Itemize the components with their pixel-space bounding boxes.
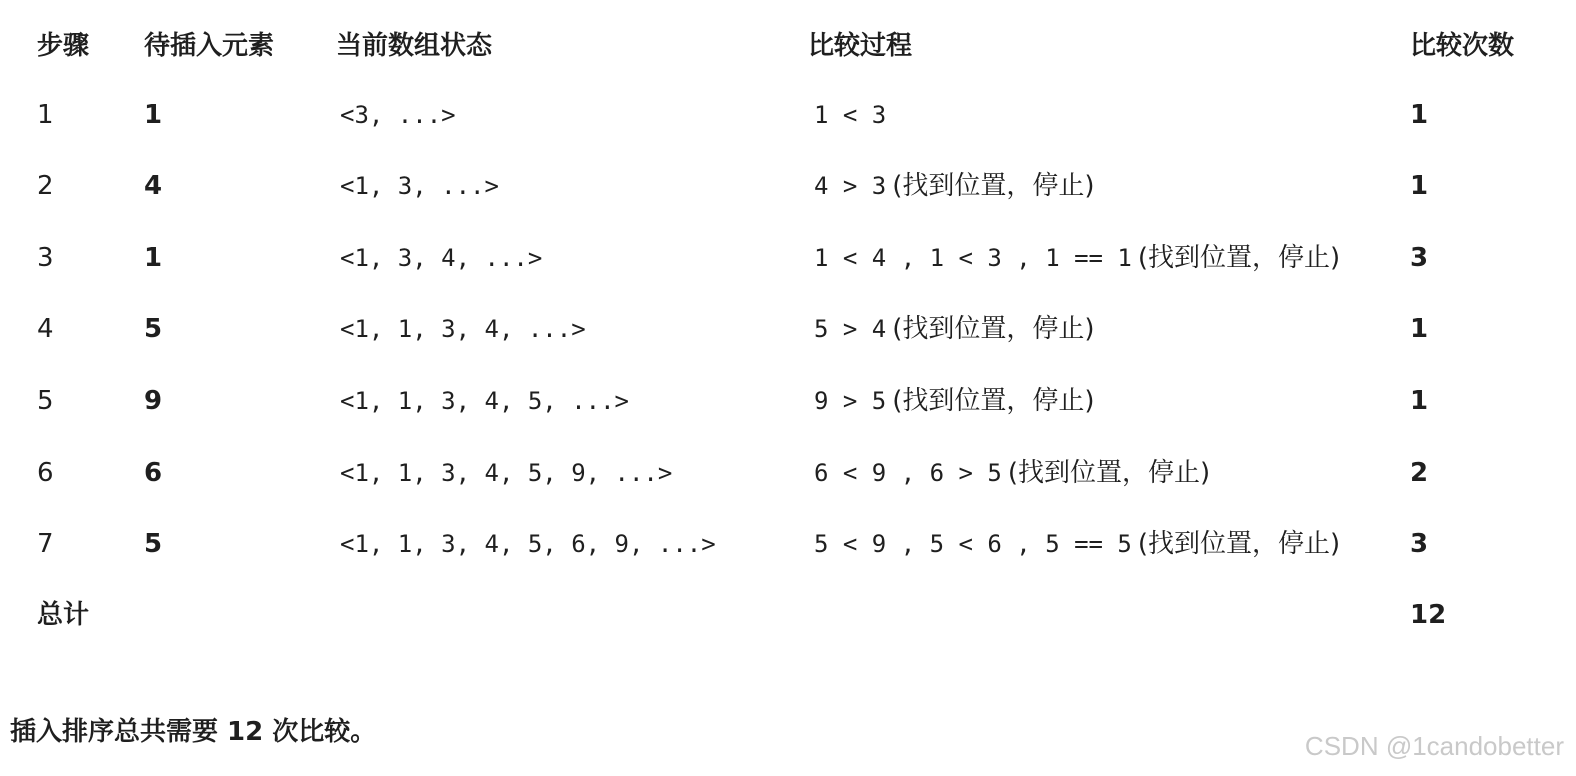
array-state-cell: <3, ...>: [340, 101, 456, 129]
comparison-cell: [814, 381, 1095, 421]
step-cell: 6: [37, 458, 54, 488]
element-cell: 5: [144, 314, 163, 344]
comparison-cell: [814, 238, 1340, 278]
header-array-state: 当前数组状态: [336, 31, 493, 61]
table-row: [0, 238, 1576, 278]
comparison-note: (找到位置，停止): [1137, 529, 1341, 559]
header-count: 比较次数: [1410, 31, 1515, 61]
step-cell: 2: [37, 171, 54, 201]
comparison-code: 5 < 9 , 5 < 6 , 5 == 5: [814, 530, 1132, 558]
comparison-note: (找到位置，停止): [1007, 458, 1211, 488]
array-state-cell: <1, 1, 3, 4, ...>: [340, 315, 586, 343]
comparison-note: (找到位置，停止): [892, 314, 1095, 344]
count-cell: 1: [1410, 171, 1429, 201]
summary-text: 插入排序总共需要 12 次比较。: [10, 717, 377, 747]
count-cell: 3: [1410, 243, 1429, 273]
element-cell: 1: [144, 100, 163, 130]
step-cell: 7: [37, 529, 54, 559]
table-row: [0, 95, 1576, 135]
step-cell: 5: [37, 386, 54, 416]
comparison-cell: [814, 309, 1095, 349]
array-state-cell: <1, 3, ...>: [340, 172, 499, 200]
total-row: [0, 595, 1576, 635]
array-state-cell: <1, 1, 3, 4, 5, 9, ...>: [340, 459, 673, 487]
table-row: [0, 309, 1576, 349]
array-state-cell: <1, 1, 3, 4, 5, 6, 9, ...>: [340, 530, 716, 558]
element-cell: 6: [144, 458, 163, 488]
comparison-code: 1 < 4 , 1 < 3 , 1 == 1: [814, 244, 1132, 272]
comparison-code: 1 < 3: [814, 101, 887, 129]
table-header-row: [0, 26, 1576, 66]
count-cell: 3: [1410, 529, 1429, 559]
table-row: [0, 453, 1576, 493]
table-row: [0, 524, 1576, 564]
array-state-cell: <1, 3, 4, ...>: [340, 244, 543, 272]
total-label: 总计: [37, 600, 90, 630]
comparison-note: (找到位置，停止): [892, 171, 1095, 201]
header-element: 待插入元素: [144, 31, 275, 61]
table-row: [0, 166, 1576, 206]
comparison-code: 6 < 9 , 6 > 5: [814, 459, 1002, 487]
comparison-cell: [814, 453, 1210, 493]
element-cell: 9: [144, 386, 163, 416]
comparison-code: 5 > 4: [814, 315, 887, 343]
element-cell: 4: [144, 171, 163, 201]
element-cell: 1: [144, 243, 163, 273]
comparison-cell: [814, 524, 1340, 564]
comparison-cell: [814, 166, 1095, 206]
total-count: 12: [1410, 600, 1447, 630]
element-cell: 5: [144, 529, 163, 559]
comparison-cell: [814, 95, 892, 135]
comparison-note: (找到位置，停止): [1137, 243, 1341, 273]
table-row: [0, 381, 1576, 421]
count-cell: 2: [1410, 458, 1429, 488]
comparison-code: 9 > 5: [814, 387, 887, 415]
array-state-cell: <1, 1, 3, 4, 5, ...>: [340, 387, 629, 415]
step-cell: 1: [37, 100, 54, 130]
header-comparison: 比较过程: [808, 31, 913, 61]
comparison-code: 4 > 3: [814, 172, 887, 200]
step-cell: 3: [37, 243, 54, 273]
count-cell: 1: [1410, 386, 1429, 416]
header-step: 步骤: [37, 31, 90, 61]
count-cell: 1: [1410, 100, 1429, 130]
watermark: CSDN @1candobetter: [1304, 731, 1564, 761]
comparison-note: (找到位置，停止): [892, 386, 1095, 416]
step-cell: 4: [37, 314, 54, 344]
count-cell: 1: [1410, 314, 1429, 344]
